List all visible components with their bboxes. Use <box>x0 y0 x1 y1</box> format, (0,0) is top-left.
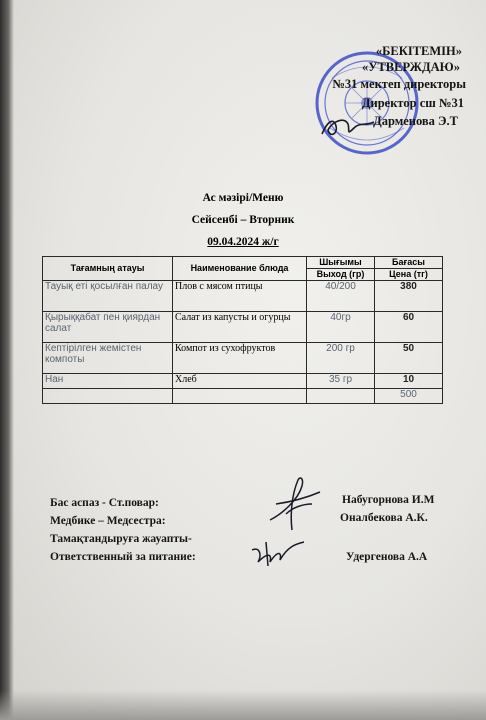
approval-line-3: №31 мектеп директоры <box>332 77 466 91</box>
cook-signature <box>262 474 326 534</box>
column-header-ru: Наименование блюда <box>173 257 307 281</box>
approval-line-4: Директор сш №31 <box>361 96 464 110</box>
table-total-row <box>43 389 443 404</box>
column-header-price-kz: Бағасы <box>375 257 443 269</box>
dish-name-ru: Компот из сухофруктов <box>173 343 307 374</box>
table-row <box>43 374 443 389</box>
empty-cell <box>173 389 307 404</box>
empty-cell <box>43 389 173 404</box>
dish-name-kz: Тауық еті қосылған палау <box>43 281 173 312</box>
dish-name-ru: Салат из капусты и огурцы <box>173 312 307 343</box>
dish-output: 35 гр <box>307 374 375 389</box>
approval-line-1: «БЕКІТЕМІН» <box>375 44 462 58</box>
dish-price: 50 <box>375 343 443 374</box>
staff-role-responsible-ru: Ответственный за питание: <box>50 551 196 563</box>
page-shadow <box>0 0 14 720</box>
menu-title: Ас мәзірі/Меню <box>202 192 284 204</box>
column-header-price-ru: Цена (тг) <box>375 269 443 281</box>
dish-name-ru: Хлеб <box>173 374 307 389</box>
dish-name-kz: Қырыққабат пен қиярдан салат <box>43 312 173 343</box>
staff-name-responsible: Удергенова А.А <box>346 551 428 563</box>
staff-role-nurse: Медбике – Медсестра: <box>50 515 166 527</box>
responsible-signature <box>248 536 308 570</box>
dish-price: 380 <box>375 281 443 312</box>
column-header-output-kz: Шығымы <box>307 257 375 269</box>
table-row <box>43 281 443 312</box>
page-shadow-bottom <box>0 690 486 720</box>
staff-name-chef: Набугорнова И.М <box>342 494 435 506</box>
menu-table <box>42 256 443 404</box>
dish-name-kz: Кептірілген жемістен компоты <box>43 343 173 374</box>
director-signature <box>318 112 378 142</box>
table-row <box>43 312 443 343</box>
column-header-output-ru: Выход (гр) <box>307 269 375 281</box>
staff-name-nurse: Оналбекова А.К. <box>340 512 428 524</box>
dish-output: 40/200 <box>307 281 375 312</box>
table-row <box>43 343 443 374</box>
staff-role-chef: Бас аспаз - Ст.повар: <box>50 497 159 509</box>
approval-line-2: «УТВЕРЖДАЮ» <box>362 60 460 74</box>
dish-price: 10 <box>375 374 443 389</box>
column-header-kz: Тағамның атауы <box>43 257 173 281</box>
staff-role-responsible-kz: Тамақтандыруға жауапты- <box>50 533 192 545</box>
menu-date: 09.04.2024 ж/г <box>207 236 279 248</box>
approval-line-5: Дарменова Э.Т <box>373 114 458 128</box>
menu-day: Сейсенбі – Вторник <box>191 214 295 226</box>
dish-price: 60 <box>375 312 443 343</box>
dish-name-ru: Плов с мясом птицы <box>173 281 307 312</box>
empty-cell <box>307 389 375 404</box>
dish-output: 40гр <box>307 312 375 343</box>
dish-name-kz: Нан <box>43 374 173 389</box>
total-price: 500 <box>375 389 443 404</box>
dish-output: 200 гр <box>307 343 375 374</box>
